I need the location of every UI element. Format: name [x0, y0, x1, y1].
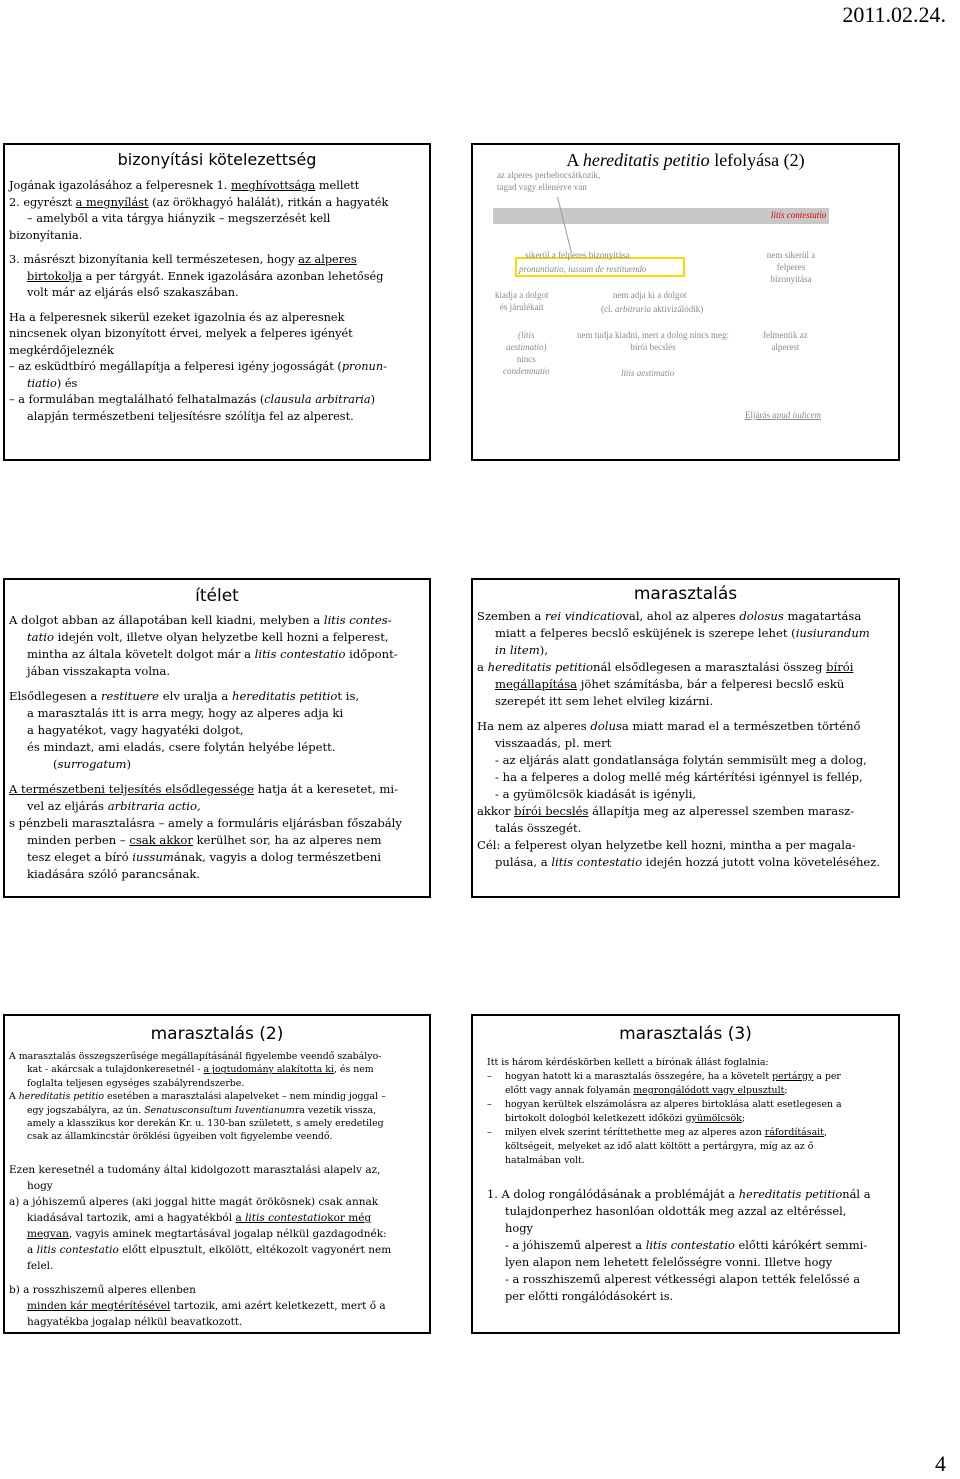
slide-marasztalas	[471, 578, 900, 898]
diagram-label-nem-sikerul: nem sikerül a felperes bizonyítása	[766, 250, 816, 284]
slide-title: marasztalás	[633, 584, 738, 604]
slide-title: ítélet	[195, 586, 239, 606]
slide-body: A marasztalás összegszerűsége megállapításánál figyelembe veendő szabályo- kat - akárcsak a tulajdonkeresetnél - a jogtudomány alakította ki, és nem foglalta teljesen egységes szabályrendszerbe. A hereditatis petitio esetében a marasztalási alapelveket – nem mindig joggal – egy jogszabályra, az ún. Senatusconsultum Iuventianumra vezetik vissza, amely a klasszikus kor derekán Kr. u. 130-ban született, s amely eredetileg csak az államkincstár öröklési ügyeiben volt figyelembe veendő.	[9, 1051, 386, 1143]
connector-line	[557, 197, 572, 254]
slide-body: Itt is három kérdéskörben kellett a bírónak állást foglalnia: – hogyan hatott ki a marasztalás összegére, ha a követelt pertárgy a per előtt vagy annak folyamán megrongálódott vagy elpusztult; – hogyan kerültek elszámolásra az alperes birtoklása alatt esetlegesen a birtokolt dologból keletkezett időközi gyümölcsök; – milyen elvek szerint téríttethette meg az alperes azon ráfordításait, költségeit, melyeket az idő alatt költött a pertárgyra, míg az az ő hatalmában volt.	[487, 1057, 842, 1166]
diagram-label-sikerul: sikerül a felperes bizonyítása	[525, 250, 630, 260]
diagram-label-litis-aestimatio: litis aestimatio	[621, 368, 675, 378]
diagram-label-nem-tudja: nem tudja kiadni, mert a dolog nincs meg: bírói becslés	[577, 330, 729, 352]
diagram-label-felmentik: felmentik az alperest	[763, 330, 808, 352]
slide-title: bizonyítási kötelezettség	[117, 150, 317, 169]
diagram-label-eljaras: Eljárás apud iudicem	[745, 410, 821, 420]
slide-marasztalas-3	[471, 1014, 900, 1334]
slide-body-2: 1. A dolog rongálódásának a problémáját a hereditatis petitionál a tulajdonperhez hasonlóan oldották meg azzal az eltéréssel, hogy - a jóhiszemű alperest a litis contestatio előtti kárókért semmi- lyen alapon nem lehetett felelősségre vonni. Illetve hogy - a rosszhiszemű alperest vétkességi alapon tették felelőssé a per előtti rongálódásokért is.	[487, 1187, 871, 1303]
diagram-label-cl-arbitraria: (cl. arbitraria aktivizálódik)	[601, 304, 704, 314]
diagram-label-litis: litis contestatio	[771, 210, 827, 220]
diagram-label-kiadja: kiadja a dolgot és járulékait	[495, 290, 549, 312]
page-number: 4	[935, 1451, 946, 1476]
slide-title: marasztalás (3)	[619, 1024, 752, 1044]
slide-lefolyasa-diagram	[471, 143, 900, 461]
slide-body: A dolgot abban az állapotában kell kiadni, melyben a litis contes- tatio idején volt, illetve olyan helyzetbe kell hozni a felperest, mintha az általa követelt dolgot már a litis contestatio időpont- jában visszakapta volna. Elsődlegesen a restituere elv uralja a hereditatis petitiot is, a marasztalás itt is arra megy, hogy az alperes adja ki a hagyatékot, vagy hagyatéki dolgot, és mindazt, ami eladás, csere folytán helyébe lépett. (surrogatum) A természetbeni teljesítés elsődlegessége hatja át a keresetet, mi- vel az eljárás arbitraria actio, s pénzbeli marasztalásra – amely a formuláris eljárásban főszabály minden perben – csak akkor kerülhet sor, ha az alperes nem tesz eleget a bíró iussumának, vagyis a dolog természetbeni kiadására szóló parancsának.	[9, 613, 402, 881]
diagram-label-pronuntiatio: pronuntiatio, iussum de restituendo	[519, 264, 647, 274]
slide-itelet	[3, 578, 431, 898]
slide-title: marasztalás (2)	[150, 1024, 284, 1044]
diagram-label-alperes: az alperes perbebocsátkozik, tagad vagy ellenérve van	[497, 170, 601, 192]
slide-marasztalas-2	[3, 1014, 431, 1334]
slide-body: Szemben a rei vindicatioval, ahol az alperes dolosus magatartása miatt a felperes becslő esküjének is szerepe lehet (iusiurandum in litem), a hereditatis petitionál elsődlegesen a marasztalási összeg bírói megállapítása jöhet számításba, bár a felperesi becslő eskü szerepét itt sem lehet elvileg kizárni. Ha nem az alperes dolusa miatt marad el a természetben történő visszaadás, pl. mert - az eljárás alatt gondatlansága folytán semmisült meg a dolog, - ha a felperes a dolog mellé még kártérítési igénnyel is fellép, - a gyümölcsök kiadását is igényli, akkor bírói becslés állapítja meg az alperessel szemben marasz- talás összegét. Cél: a felperest olyan helyzetbe kell hozni, mintha a per magala- pulása, a litis contestatio idején hozzá jutott volna követeléséhez.	[477, 609, 881, 869]
slide-title: A hereditatis petitio lefolyása (2)	[566, 150, 805, 170]
slide-bizonyitasi	[3, 143, 431, 461]
header-date: 2011.02.24.	[842, 2, 946, 27]
slide-body-2: Ezen keresetnél a tudomány által kidolgozott marasztalási alapelv az, hogy a) a jóhiszemű alperes (aki joggal hitte magát örökösnek) csak annak kiadásával tartozik, ami a hagyatékból a litis contestatiokor még megvan, vagyis aminek megtartásával jogalap nélkül gazdagodnék: a litis contestatio előtt elpusztult, elkölött, eltékozolt vagyonért nem felel. b) a rosszhiszemű alperes ellenben minden kár megtérítésével tartozik, ami azért keletkezett, mert ő a hagyatékba jogalap nélkül beavatkozott.	[9, 1164, 392, 1328]
diagram-label-litis-aestimatio-nincs: (litis aestimatio) nincs condemnatio	[503, 330, 550, 376]
diagram-label-nem-adja: nem adja ki a dolgot	[613, 290, 687, 300]
slide-body: Jogának igazolásához a felperesnek 1. meghívottsága mellett 2. egyrészt a megnyílást (az örökhagyó halálát), ritkán a hagyaték – amelyből a vita tárgya hiányzik – megszerzését kell bizonyítania. 3. másrészt bizonyítania kell természetesen, hogy az alperes birtokolja a per tárgyát. Ennek igazolására azonban lehetőség volt már az eljárás első szakaszában. Ha a felperesnek sikerül ezeket igazolnia és az alperesnek nincsenek olyan bizonyított érvei, melyek a felperes igényét megkérdőjeleznék – az esküdtbíró megállapítja a felperesi igény jogosságát (pronun- tiatio) és – a formulában megtalálható felhatalmazás (clausula arbitraria) alapján természetbeni teljesítésre szólítja fel az alperest.	[9, 179, 389, 423]
